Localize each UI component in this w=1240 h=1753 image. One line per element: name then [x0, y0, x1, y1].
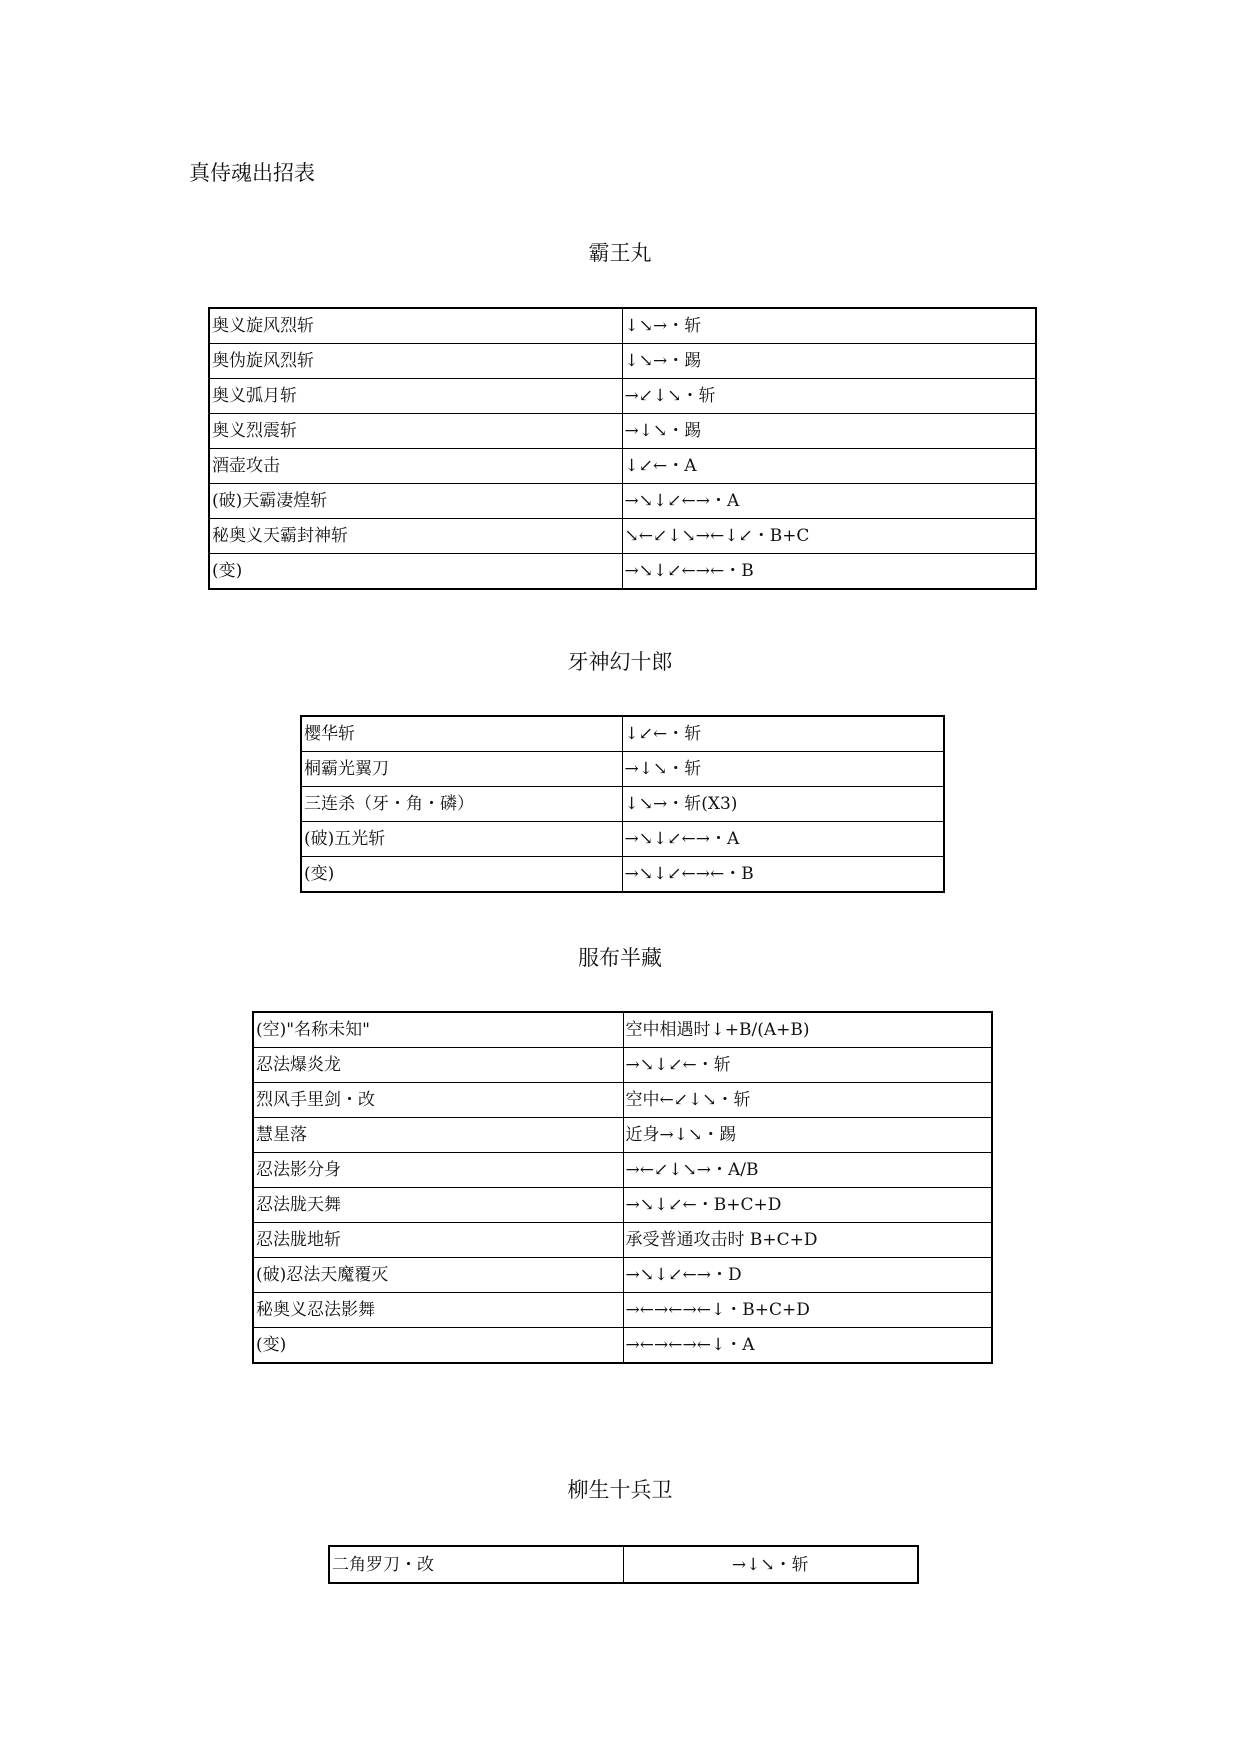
table-row — [253, 1293, 992, 1328]
move-table-haohmaru — [208, 307, 1037, 590]
move-name: 慧星落 — [253, 1118, 623, 1153]
move-command: →↘↓↙←・B+C+D — [623, 1188, 992, 1223]
table-row — [301, 716, 944, 752]
move-command: →↓↘・斩 — [622, 752, 944, 787]
move-command: ↓↙←・斩 — [622, 716, 944, 752]
move-name: 三连杀（牙・角・磷） — [301, 787, 622, 822]
move-command: →←→←→←↓・A — [623, 1328, 992, 1364]
move-name: 秘奥义天霸封神斩 — [209, 519, 622, 554]
move-name: 酒壶攻击 — [209, 449, 622, 484]
move-name: (破)天霸凄煌斩 — [209, 484, 622, 519]
section-title-jubei: 柳生十兵卫 — [567, 1478, 673, 1502]
section-title-hanzo: 服布半藏 — [578, 946, 662, 970]
move-command: →←→←→←↓・B+C+D — [623, 1293, 992, 1328]
table-row — [301, 752, 944, 787]
move-name: 樱华斩 — [301, 716, 622, 752]
move-name: 奥义旋风烈斩 — [209, 308, 622, 344]
move-command: ↓↘→・斩(X3) — [622, 787, 944, 822]
move-name: 奥伪旋风烈斩 — [209, 344, 622, 379]
move-command: →↓↘・斩 — [623, 1546, 918, 1583]
table-row — [209, 344, 1036, 379]
table-row — [253, 1048, 992, 1083]
move-name: 忍法爆炎龙 — [253, 1048, 623, 1083]
move-command: ↘←↙↓↘→←↓↙・B+C — [622, 519, 1036, 554]
move-command: →↘↓↙←→・D — [623, 1258, 992, 1293]
table-row — [301, 787, 944, 822]
move-command: →↘↓↙←→←・B — [622, 554, 1036, 590]
table-row — [253, 1223, 992, 1258]
move-command: ↓↙←・A — [622, 449, 1036, 484]
move-name: 忍法胧地斩 — [253, 1223, 623, 1258]
table-row — [253, 1118, 992, 1153]
move-command: →↓↘・踢 — [622, 414, 1036, 449]
move-command: ↓↘→・斩 — [622, 308, 1036, 344]
move-name: 秘奥义忍法影舞 — [253, 1293, 623, 1328]
move-name: 烈风手里剑・改 — [253, 1083, 623, 1118]
move-command: ↓↘→・踢 — [622, 344, 1036, 379]
table-row — [209, 519, 1036, 554]
move-table-genjuro — [300, 715, 945, 893]
table-row — [209, 414, 1036, 449]
table-row — [329, 1546, 918, 1583]
move-name: 奥义烈震斩 — [209, 414, 622, 449]
table-row — [209, 484, 1036, 519]
move-name: 忍法胧天舞 — [253, 1188, 623, 1223]
move-name: 桐霸光翼刀 — [301, 752, 622, 787]
move-name: (变) — [253, 1328, 623, 1364]
move-command: →↙↓↘・斩 — [622, 379, 1036, 414]
move-name: (变) — [301, 857, 622, 893]
move-command: →↘↓↙←・斩 — [623, 1048, 992, 1083]
table-row — [209, 308, 1036, 344]
table-row — [253, 1188, 992, 1223]
document-title: 真侍魂出招表 — [189, 161, 315, 185]
move-name: (破)忍法天魔覆灭 — [253, 1258, 623, 1293]
table-row — [253, 1258, 992, 1293]
move-command: 空中相遇时↓+B/(A+B) — [623, 1012, 992, 1048]
move-name: (变) — [209, 554, 622, 590]
table-row — [209, 449, 1036, 484]
table-row — [301, 857, 944, 893]
move-name: (破)五光斩 — [301, 822, 622, 857]
move-command: →↘↓↙←→・A — [622, 822, 944, 857]
move-name: 忍法影分身 — [253, 1153, 623, 1188]
table-row — [301, 822, 944, 857]
section-title-genjuro: 牙神幻十郎 — [567, 650, 673, 674]
move-name: (空)"名称未知" — [253, 1012, 623, 1048]
table-row — [253, 1328, 992, 1364]
move-table-jubei — [328, 1545, 919, 1584]
table-row — [209, 554, 1036, 590]
table-row — [209, 379, 1036, 414]
move-command: →↘↓↙←→・A — [622, 484, 1036, 519]
move-table-hanzo — [252, 1011, 993, 1364]
move-command: 空中←↙↓↘・斩 — [623, 1083, 992, 1118]
table-row — [253, 1153, 992, 1188]
move-name: 奥义弧月斩 — [209, 379, 622, 414]
section-title-haohmaru: 霸王丸 — [588, 241, 652, 265]
table-row — [253, 1083, 992, 1118]
move-command: →↘↓↙←→←・B — [622, 857, 944, 893]
move-name: 二角罗刀・改 — [329, 1546, 623, 1583]
move-command: 承受普通攻击时 B+C+D — [623, 1223, 992, 1258]
move-command: →←↙↓↘→・A/B — [623, 1153, 992, 1188]
table-row — [253, 1012, 992, 1048]
move-command: 近身→↓↘・踢 — [623, 1118, 992, 1153]
